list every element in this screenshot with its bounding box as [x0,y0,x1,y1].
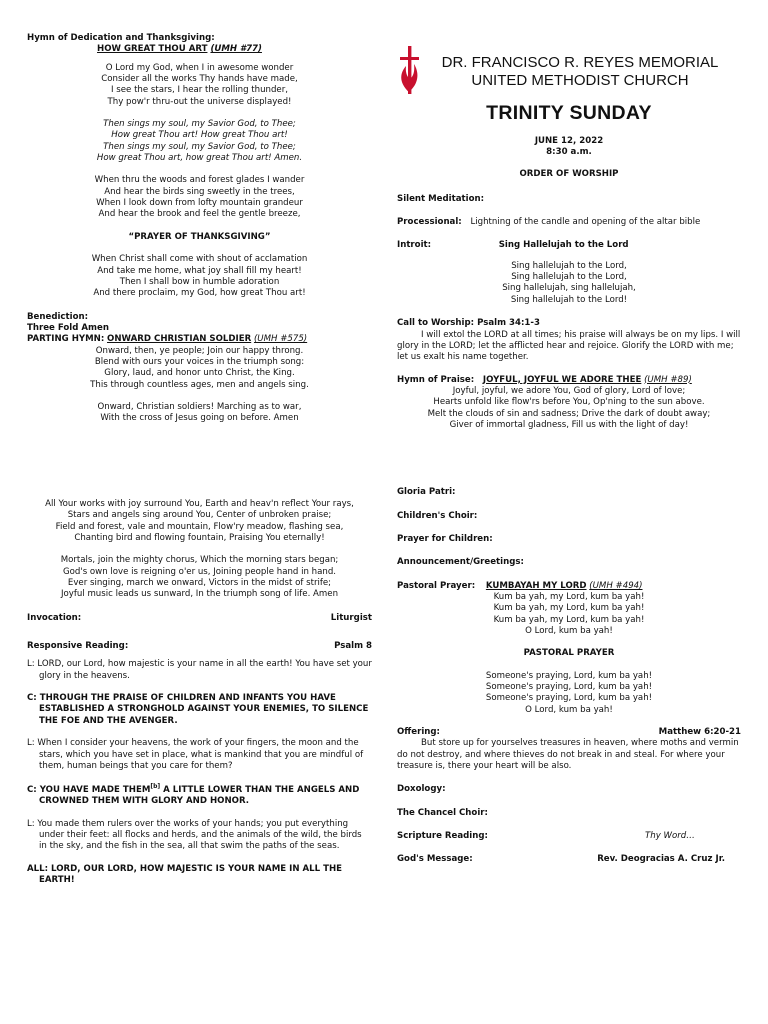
parting-verse-2 [27,402,372,425]
scripture-label: Scripture Reading: [397,831,488,842]
parting-title: ONWARD CHRISTIAN SOLDIER [107,334,252,345]
introit-lines [397,261,741,306]
line: O Lord, kum ba yah! [525,626,613,637]
line: God's own love is reigning o'er us, Joining people hand in hand. [62,566,337,577]
preacher: Rev. Deogracias A. Cruz Jr. [597,854,725,865]
line: Sing hallelujah to the Lord! [510,294,628,305]
pastoral-prayer-row [397,581,741,592]
line: I see the stars, I hear the rolling thunder, [111,85,288,96]
parting-verse-1 [27,346,372,391]
verse-3 [27,254,372,299]
line: Ever singing, march we onward, Victors in the midst of strife; [67,578,332,589]
chancel-choir: The Chancel Choir: [397,807,488,818]
reading-leader-1: L: LORD, our Lord, how majestic is your name in all the earth! You have set your glory in the heavens. [27,659,372,681]
line: Sing hallelujah, sing hallelujah, [502,283,636,294]
line: Thy pow'r thru-out the universe displayed! [107,96,292,107]
introit-title: Sing Hallelujah to the Lord [498,240,629,251]
refrain [27,119,372,164]
line: And hear the brook and feel the gentle breeze, [98,209,301,220]
responsive-row [27,641,372,652]
line: How great Thou art, how great Thou art! Amen. [96,153,303,164]
praise-lines [397,386,741,431]
footnote-marker: [b] [150,783,161,791]
line: Someone's praying, Lord, kum ba yah! [485,693,653,704]
church-header [420,54,740,90]
invocation-row [27,613,372,624]
joyful-verse-3 [27,555,372,600]
line: Then sings my soul, my Savior God, to Thee; [103,119,296,130]
scripture-row [397,831,741,842]
reading-leader-3: L: You made them rulers over the works of your hands; you put everything under their feet: all flocks and herds, and the animals of the wild, the birds in the sky, and the fish in the sea, all that swim the paths of the seas. [27,818,362,852]
reading-congregation-2-b: A LITTLE LOWER THAN THE ANGELS AND CROWNED THEM WITH GLORY AND HONOR. [39,785,360,807]
line: Blend with ours your voices in the triumph song: [94,356,305,367]
reading-congregation-1: C: THROUGH THE PRAISE OF CHILDREN AND INFANTS YOU HAVE ESTABLISHED A STRONGHOLD AGAINST YOUR ENEMIES, TO SILENCE THE FOE AND THE AVENGER. [27,693,369,726]
processional-label: Processional: [397,217,462,228]
line: This through countless ages, men and angels sing. [90,379,309,390]
announcement-greetings: Announcement/Greetings: [397,557,524,568]
line: Kum ba yah, my Lord, kum ba yah! [493,614,645,625]
verse-2 [27,175,372,220]
gloria-patri: Gloria Patri: [397,487,456,498]
line: When thru the woods and forest glades I wander [94,175,305,186]
responsive-label: Responsive Reading: [27,641,129,652]
offering-row [397,727,741,738]
parting-ref: (UMH #575) [253,334,308,345]
line: Melt the clouds of sin and sadness; Drive the dark of doubt away; [427,408,711,419]
line: Joyful music leads us sunward, In the triumph song of life. Amen [60,589,339,600]
hymn-ref: (UMH #77) [210,44,262,55]
liturgist: Liturgist [330,612,372,623]
prayer-title: “PRAYER OF THANKSGIVING” [128,231,271,242]
line: Sing hallelujah to the Lord, [511,260,627,271]
line: Hearts unfold like flow'rs before You, Op'ning to the sun above. [433,397,705,408]
three-fold-amen: Three Fold Amen [27,322,109,333]
offering-label: Offering: [397,727,440,738]
service-date: JUNE 12, 2022 [534,135,604,146]
verse-1 [27,63,372,108]
line: And hear the birds sing sweetly in the trees, [104,186,295,197]
pastoral-prayer-heading: PASTORAL PRAYER [523,648,615,659]
hymn-of-praise-label: Hymn of Praise: [397,374,475,385]
invocation-label: Invocation: [27,612,82,623]
order-of-worship: ORDER OF WORSHIP [519,169,619,180]
left-column-top [27,33,372,425]
parting-hymn-line [27,334,372,345]
hymn-title: HOW GREAT THOU ART [97,44,208,55]
line: Onward, then, ye people; Join our happy throng. [95,345,304,356]
line: O Lord, kum ba yah! [525,704,613,715]
line: Sing hallelujah to the Lord, [511,272,627,283]
line: With the cross of Jesus going on before. Amen [100,413,299,424]
psalm-8: Psalm 8 [334,641,372,652]
line: Consider all the works Thy hands have made, [101,74,298,85]
left-column-bottom [27,499,372,886]
hymn-title-line [27,44,372,55]
introit-row [397,240,741,251]
kumbayah-lines [397,592,741,637]
church-name-1: DR. FRANCISCO R. REYES MEMORIAL [441,54,719,71]
line: How great Thou art! How great Thou art! [111,130,288,141]
reading-congregation-2-a: C: YOU HAVE MADE THEM [27,785,151,796]
line: Then I shall bow in humble adoration [119,276,280,287]
line: O Lord my God, when I in awesome wonder [105,62,294,73]
parting-label: PARTING HYMN: [27,334,105,345]
line: And take me home, what joy shall fill my heart! [97,265,302,276]
silent-meditation: Silent Meditation: [397,193,485,204]
hymn-of-praise-title: JOYFUL, JOYFUL WE ADORE THEE [482,374,642,385]
line: Kum ba yah, my Lord, kum ba yah! [493,603,645,614]
church-name-2: UNITED METHODIST CHURCH [471,72,689,89]
pastoral-prayer-label: Pastoral Prayer: [397,580,476,591]
line: Stars and angels sing around You, Center of unbroken praise; [67,510,332,521]
joyful-verse-2 [27,499,372,544]
line: Someone's praying, Lord, kum ba yah! [485,670,653,681]
hymn-of-praise-row [397,375,741,386]
offering-text: But store up for yourselves treasures in heaven, where moths and vermin do not destroy, and where thieves do not break in and steal. For where your treasure is, there your heart will be also. [397,738,739,772]
line: Mortals, join the mighty chorus, Which the morning stars began; [60,555,339,566]
someone-lines [397,671,741,716]
line: Giver of immortal gladness, Fill us with the light of day! [449,419,689,430]
pastoral-prayer-ref: (UMH #494) [589,580,643,591]
line: When Christ shall come with shout of acclamation [91,254,308,265]
thy-word: Thy Word… [645,831,695,842]
trinity-sunday: TRINITY SUNDAY [486,102,652,124]
call-text: I will extol the LORD at all times; his praise will always be on my lips. I will glory in the LORD; let the afflicted hear and rejoice. Glorify the LORD with me; let us exalt his name together. [397,329,741,363]
line: Joyful, joyful, we adore You, God of glory, Lord of love; [452,385,686,396]
introit-label: Introit: [397,240,432,251]
line: Kum ba yah, my Lord, kum ba yah! [493,591,645,602]
reading-leader-2: L: When I consider your heavens, the work of your fingers, the moon and the stars, which you have set in place, what is mankind that you are mindful of them, human beings that you care for them? [27,738,364,771]
childrens-choir: Children's Choir: [397,510,478,521]
line: Someone's praying, Lord, kum ba yah! [485,682,653,693]
pastoral-prayer-title: KUMBAYAH MY LORD [485,580,587,591]
line: Onward, Christian soldiers! Marching as to war, [97,401,302,412]
line: And there proclaim, my God, how great Thou art! [93,288,306,299]
hymn-heading: Hymn of Dedication and Thanksgiving: [27,33,215,43]
prayer-for-children: Prayer for Children: [397,533,493,544]
line: Chanting bird and flowing fountain, Praising You eternally! [74,533,325,544]
line: Glory, laud, and honor unto Christ, the King. [104,368,295,379]
line: Field and forest, vale and mountain, Flow'ry meadow, flashing sea, [55,521,344,532]
gods-message-label: God's Message: [397,854,473,865]
matthew-ref: Matthew 6:20-21 [658,727,741,738]
right-column [397,101,741,866]
service-time: 8:30 a.m. [546,147,592,158]
doxology: Doxology: [397,784,446,795]
call-to-worship: Call to Worship: Psalm 34:1-3 [397,318,540,329]
line: When I look down from lofty mountain grandeur [96,198,303,209]
reading-all: ALL: LORD, OUR LORD, HOW MAJESTIC IS YOUR NAME IN ALL THE EARTH! [27,863,343,886]
benediction: Benediction: [27,311,89,322]
processional-row [397,217,741,228]
hymn-of-praise-ref: (UMH #89) [644,374,692,385]
processional-text: Lightning of the candle and opening of the altar bible [470,217,701,228]
line: All Your works with joy surround You, Earth and heav'n reflect Your rays, [45,499,354,509]
reading-congregation-2 [27,783,372,808]
gods-message-row [397,854,741,865]
line: Then sings my soul, my Savior God, to Thee; [103,141,296,152]
